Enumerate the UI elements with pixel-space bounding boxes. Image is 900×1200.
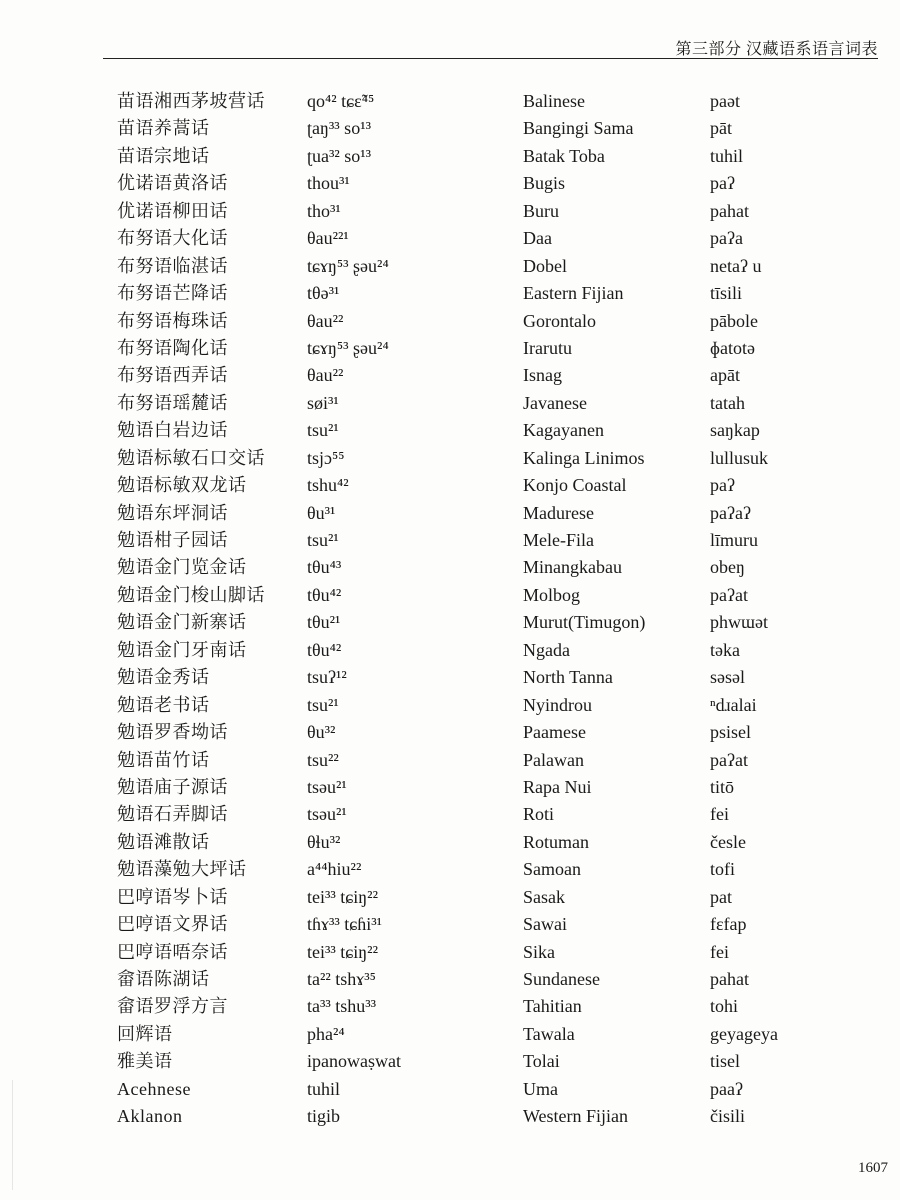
language-name: Isnag: [523, 365, 562, 386]
language-form: tuhil: [710, 145, 744, 166]
language-name: Daa: [523, 228, 552, 249]
dialect-name: 布努语瑶麓话: [117, 392, 228, 413]
dialect-name: 勉语石弄脚话: [117, 804, 228, 825]
dialect-form: θɬu³²: [307, 831, 341, 852]
language-name: Bangingi Sama: [523, 118, 634, 139]
language-name: Sawai: [523, 914, 567, 935]
dialect-name: 勉语金秀话: [117, 667, 210, 688]
dialect-name: 苗语湘西茅坡营话: [117, 91, 265, 111]
dialect-name: 勉语老书话: [117, 694, 210, 715]
language-form: paʔat: [710, 749, 748, 770]
dialect-form: θau²²: [307, 310, 344, 331]
column-austronesian-languages: [523, 88, 703, 1131]
dialect-name: 勉语白岩边话: [117, 420, 228, 441]
dialect-form: tshu⁴²: [307, 475, 349, 496]
dialect-name: Acehnese: [117, 1078, 191, 1099]
language-name: Mele-Fila: [523, 530, 594, 550]
dialect-name: 巴哼语唔奈话: [117, 941, 228, 962]
language-name: Batak Toba: [523, 145, 605, 166]
language-name: Buru: [523, 200, 559, 221]
running-header: 第三部分 汉藏语系语言词表: [675, 41, 878, 58]
dialect-name: 勉语金门新寨话: [117, 612, 247, 633]
language-name: Gorontalo: [523, 310, 596, 331]
dialect-form: tsjɔ⁵⁵: [307, 447, 345, 468]
language-form: paʔat: [710, 584, 748, 605]
dialect-name: 勉语金门览金话: [117, 557, 247, 578]
dialect-name: 勉语金门梭山脚话: [117, 584, 265, 605]
dialect-form: thou³¹: [307, 173, 350, 194]
language-name: Paamese: [523, 722, 586, 743]
dialect-form: θau²²: [307, 365, 344, 386]
language-form: pahat: [710, 200, 749, 221]
language-form: čisili: [710, 1106, 745, 1127]
dialect-name: 苗语养蒿话: [117, 118, 210, 139]
language-name: Palawan: [523, 749, 584, 770]
language-form: paʔa: [710, 228, 743, 249]
language-form: təka: [710, 639, 740, 660]
language-name: Nyindrou: [523, 694, 592, 715]
language-name: Madurese: [523, 502, 594, 523]
language-name: North Tanna: [523, 667, 613, 688]
language-form: fei: [710, 804, 729, 825]
language-name: Rapa Nui: [523, 776, 592, 797]
dialect-name: 勉语标敏石口交话: [117, 447, 265, 468]
language-form: netaʔ u: [710, 255, 762, 276]
language-form: līmuru: [710, 530, 758, 550]
page-number: 1607: [858, 1160, 888, 1176]
dialect-form: a⁴⁴hiu²²: [307, 859, 362, 880]
dialect-name: 布努语芒降话: [117, 283, 228, 304]
language-name: Dobel: [523, 255, 567, 276]
language-name: Ngada: [523, 639, 570, 660]
column-austronesian-forms: [710, 88, 870, 1131]
dialect-form: ta³³ tshu³³: [307, 996, 377, 1017]
dialect-name: 布努语西弄话: [117, 365, 228, 386]
language-name: Roti: [523, 804, 555, 825]
language-form: fei: [710, 941, 729, 962]
dialect-name: 优诺语柳田话: [117, 200, 228, 221]
dialect-name: 勉语标敏双龙话: [117, 475, 247, 496]
dialect-name: 勉语滩散话: [117, 831, 210, 852]
language-form: tofi: [710, 859, 735, 880]
language-form: tatah: [710, 392, 745, 413]
language-form: apāt: [710, 365, 740, 386]
dialect-name: 畲语陈湖话: [117, 969, 210, 989]
language-name: Uma: [523, 1078, 558, 1099]
dialect-form: ʈua³² so¹³: [307, 145, 372, 166]
dialect-form: tθu⁴³: [307, 557, 342, 578]
language-name: Bugis: [523, 173, 566, 194]
dialect-name: 勉语罗香坳话: [117, 722, 228, 743]
dialect-form: søi³¹: [307, 392, 339, 413]
dialect-form: ta²² tshɤ³⁵: [307, 969, 376, 989]
language-name: Western Fijian: [523, 1106, 629, 1127]
dialect-form: pha²⁴: [307, 1023, 345, 1044]
language-form: geyageya: [710, 1023, 778, 1044]
dialect-form: tθu⁴²: [307, 639, 342, 660]
language-name: Tolai: [523, 1051, 560, 1072]
dialect-form: tsu²¹: [307, 420, 339, 441]
dialect-form: tθu²¹: [307, 612, 341, 633]
dialect-form: tei³³ tɕiŋ²²: [307, 886, 378, 907]
dialect-form: tɕɤŋ⁵³ ʂəu²⁴: [307, 337, 389, 358]
dialect-form: tsəu²¹: [307, 804, 347, 825]
dialect-form: tsu²²: [307, 749, 339, 770]
dialect-name: 苗语宗地话: [117, 145, 210, 166]
language-form: titō: [710, 776, 735, 797]
page-header: [0, 0, 900, 62]
language-form: ɸatotə: [710, 337, 755, 358]
dialect-form: θu³¹: [307, 502, 336, 523]
dialect-name: Aklanon: [117, 1106, 183, 1127]
language-form: pābole: [710, 310, 758, 331]
language-form: tīsili: [710, 283, 743, 304]
language-name: Samoan: [523, 859, 581, 880]
language-form: pat: [710, 886, 732, 907]
language-name: Tahitian: [523, 996, 582, 1017]
language-name: Sasak: [523, 886, 565, 907]
language-name: Rotuman: [523, 831, 589, 852]
language-name: Kagayanen: [523, 420, 604, 441]
language-name: Irarutu: [523, 337, 572, 358]
language-form: phwɯət: [710, 612, 768, 633]
language-name: Murut(Timugon): [523, 612, 646, 633]
language-name: Molbog: [523, 584, 581, 605]
language-name: Minangkabau: [523, 557, 622, 578]
dialect-form: ʈaŋ³³ so¹³: [307, 118, 371, 139]
language-form: pahat: [710, 969, 749, 989]
dialect-form: tθu⁴²: [307, 584, 342, 605]
language-name: Konjo Coastal: [523, 475, 627, 496]
language-form: paʔ: [710, 173, 735, 194]
language-name: Sika: [523, 941, 556, 962]
column-chinese-dialect-names: [117, 88, 297, 1131]
margin-mark: [12, 1080, 13, 1190]
dialect-name: 布努语梅珠话: [117, 310, 228, 331]
language-name: Javanese: [523, 392, 587, 413]
dialect-form: ipanowaṣwat: [307, 1051, 401, 1072]
language-form: fɛfap: [710, 914, 747, 935]
dialect-name: 布努语陶化话: [117, 337, 228, 358]
column-chinese-dialect-forms: [307, 88, 507, 1131]
language-form: česle: [710, 831, 746, 852]
dialect-form: θau²²¹: [307, 228, 349, 249]
language-form: paaʔ: [710, 1078, 743, 1099]
dialect-name: 优诺语黄洛话: [117, 173, 228, 194]
dialect-name: 巴哼语文界话: [117, 914, 228, 935]
dialect-name: 回辉语: [117, 1023, 173, 1044]
dialect-name: 勉语东坪洞话: [117, 502, 228, 523]
dialect-name: 勉语藻勉大坪话: [117, 859, 247, 880]
dialect-form: tɕɤŋ⁵³ ʂəu²⁴: [307, 255, 389, 276]
language-name: Tawala: [523, 1023, 575, 1044]
language-form: ⁿdɹalai: [710, 694, 757, 715]
language-name: Kalinga Linimos: [523, 447, 645, 468]
language-form: tisel: [710, 1051, 740, 1072]
dialect-form: tei³³ tɕiŋ²²: [307, 941, 378, 962]
language-form: psisel: [710, 722, 752, 743]
language-form: obeŋ: [710, 557, 745, 578]
dialect-form: tsəu²¹: [307, 776, 347, 797]
dialect-form: tsu²¹: [307, 530, 339, 550]
dialect-form: tɦɤ³³ tɕɦi³¹: [307, 914, 383, 935]
language-name: Sundanese: [523, 969, 600, 989]
language-form: saŋkap: [710, 420, 760, 441]
dialect-form: tho³¹: [307, 200, 341, 221]
header-rule: [103, 58, 878, 59]
dialect-form: tigib: [307, 1106, 341, 1127]
language-name: Eastern Fijian: [523, 283, 624, 304]
dialect-name: 勉语庙子源话: [117, 776, 228, 797]
dialect-form: tθə³¹: [307, 283, 340, 304]
dialect-name: 雅美语: [117, 1051, 173, 1072]
language-form: paʔ: [710, 475, 735, 496]
language-form: pāt: [710, 118, 732, 139]
dialect-form: θu³²: [307, 722, 336, 743]
dialect-form: tuhil: [307, 1078, 341, 1099]
dialect-name: 布努语临湛话: [117, 255, 228, 276]
dialect-name: 布努语大化话: [117, 228, 228, 249]
language-form: səsəl: [710, 667, 745, 688]
dialect-name: 畲语罗浮方言: [117, 996, 228, 1017]
language-form: lullusuk: [710, 447, 769, 468]
dialect-name: 勉语金门牙南话: [117, 639, 247, 660]
language-form: paʔaʔ: [710, 502, 751, 523]
dialect-name: 巴哼语岑卜话: [117, 886, 228, 907]
dialect-form: tsuʔ¹²: [307, 667, 347, 688]
dialect-name: 勉语苗竹话: [117, 749, 210, 770]
language-form: paət: [710, 91, 740, 111]
dialect-form: tsu²¹: [307, 694, 339, 715]
language-name: Balinese: [523, 91, 585, 111]
language-form: tohi: [710, 996, 739, 1017]
dialect-name: 勉语柑子园话: [117, 530, 228, 550]
dialect-form: qo⁴² tɕɛ̃⁴⁵: [307, 91, 375, 111]
